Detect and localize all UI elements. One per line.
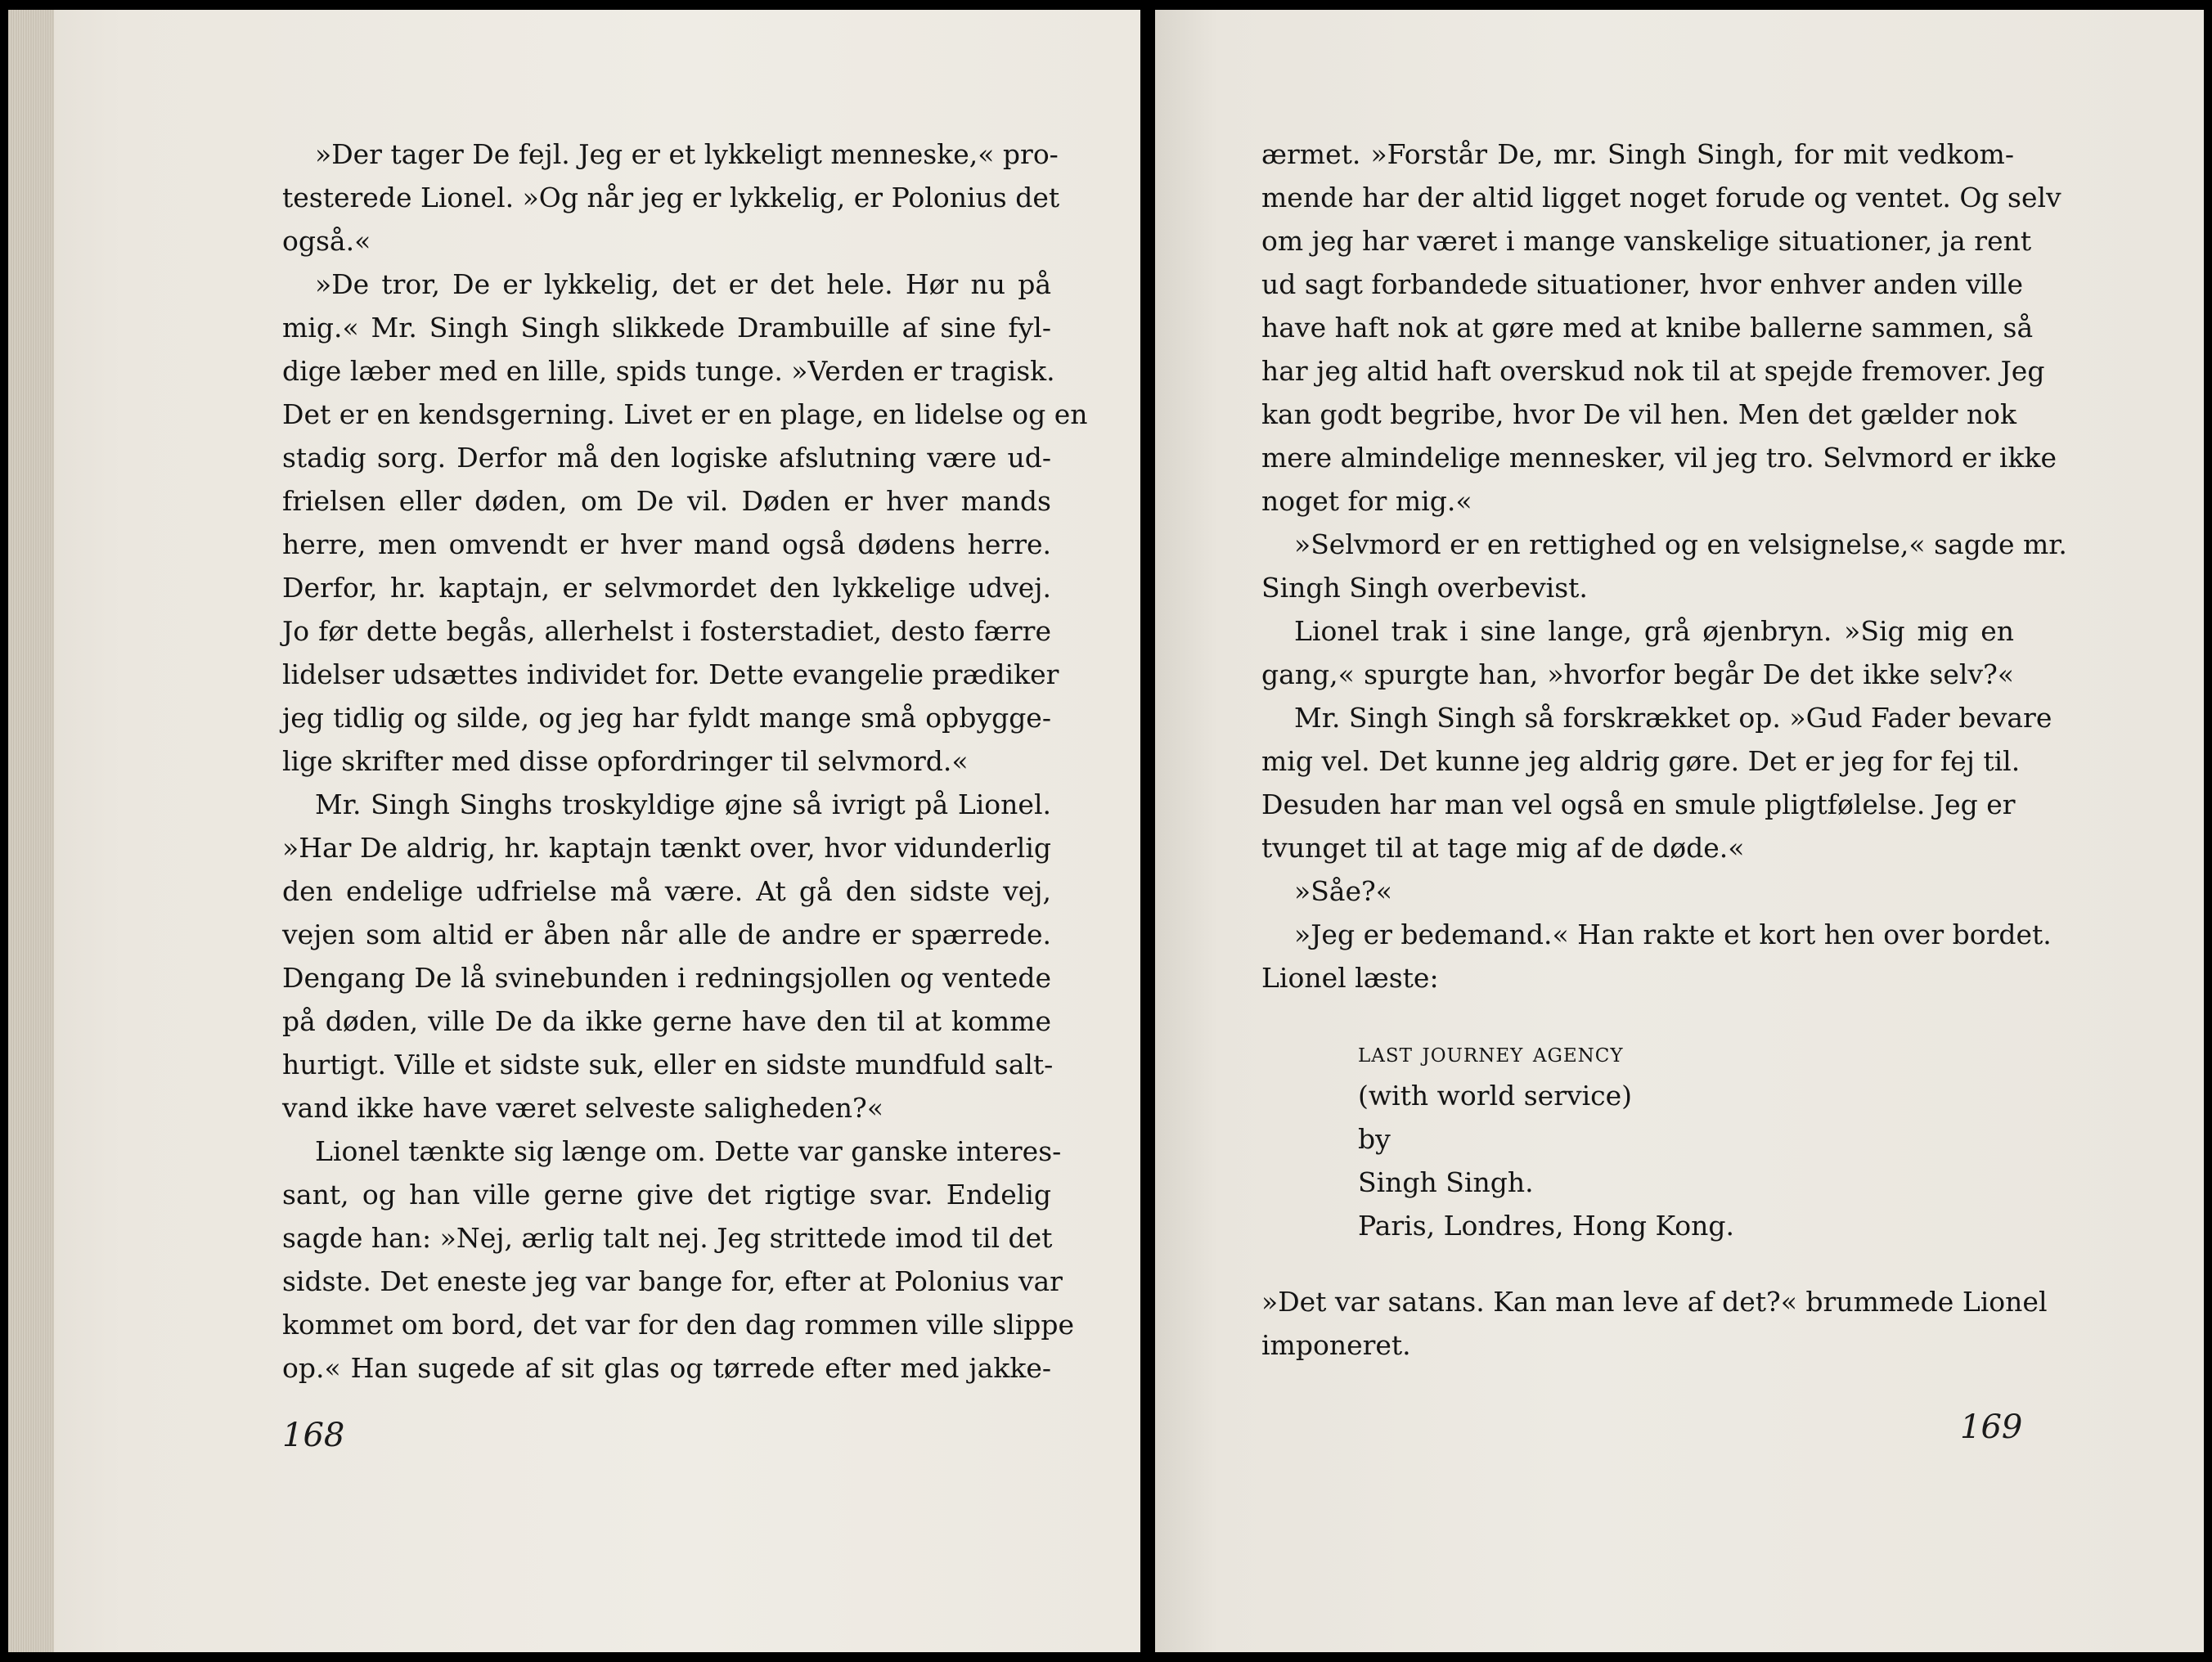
text-line: har jeg altid haft overskud nok til at spejde fremover. Jeg xyxy=(1261,355,2045,387)
text-line: jeg tidlig og silde, og jeg har fyldt mange små opbygge- xyxy=(282,702,1051,734)
text-line: Desuden har man vel også en smule pligtfølelse. Jeg er xyxy=(1261,788,2016,820)
text-line: stadig sorg. Derfor må den logiske afslutning være ud- xyxy=(282,442,1051,474)
text-line: herre, men omvendt er hver mand også dødens herre. xyxy=(282,528,1051,560)
business-card xyxy=(1261,1031,2014,1247)
text-line: Singh Singh overbevist. xyxy=(1261,572,1588,604)
text-line: mig.« Mr. Singh Singh slikkede Drambuille af sine fyl- xyxy=(282,312,1051,344)
text-line: også.« xyxy=(282,225,371,257)
text-line: mende har der altid ligget noget forude og ventet. Og selv xyxy=(1261,182,2061,213)
card-cities: Paris, Londres, Hong Kong. xyxy=(1358,1210,1735,1242)
text-line: vejen som altid er åben når alle de andre er spærrede. xyxy=(282,919,1051,950)
text-line: »Der tager De fejl. Jeg er et lykkeligt menneske,« pro- xyxy=(315,138,1059,170)
text-line: Lionel tænkte sig længe om. Dette var ganske interes- xyxy=(315,1135,1062,1167)
left-page-text xyxy=(282,133,1088,1390)
card-agency-name: last journey agency xyxy=(1358,1036,1624,1068)
text-line: sant, og han ville gerne give det rigtige svar. Endelig xyxy=(282,1179,1051,1211)
page-number-right: 169 xyxy=(1960,1408,2023,1446)
text-line: lige skrifter med disse opfordringer til selvmord.« xyxy=(282,745,969,777)
right-page-closing xyxy=(1261,1280,2048,1367)
text-line: Lionel trak i sine lange, grå øjenbryn. »Sig mig en xyxy=(1294,615,2014,647)
text-line: vand ikke have været selveste saligheden?« xyxy=(282,1092,883,1124)
text-line: mig vel. Det kunne jeg aldrig gøre. Det er jeg for fej til. xyxy=(1261,745,2021,777)
text-line: om jeg har været i mange vanskelige situationer, ja rent xyxy=(1261,225,2032,257)
text-line: Lionel læste: xyxy=(1261,962,1439,994)
text-line: Jo før dette begås, allerhelst i fosterstadiet, desto færre xyxy=(282,615,1051,647)
right-page xyxy=(1155,10,2204,1652)
text-line: ærmet. »Forstår De, mr. Singh Singh, for mit vedkom- xyxy=(1261,138,2014,170)
text-line: gang,« spurgte han, »hvorfor begår De det ikke selv?« xyxy=(1261,658,2014,690)
text-line: have haft nok at gøre med at knibe ballerne sammen, så xyxy=(1261,312,2034,344)
text-line: noget for mig.« xyxy=(1261,485,1472,517)
card-owner: Singh Singh. xyxy=(1358,1166,1534,1198)
text-line: lidelser udsættes individet for. Dette evangelie prædiker xyxy=(282,658,1059,690)
text-line: hurtigt. Ville et sidste suk, eller en sidste mundfuld salt- xyxy=(282,1049,1054,1080)
text-line: Mr. Singh Singh så forskrækket op. »Gud Fader bevare xyxy=(1294,702,2052,734)
text-line: Det er en kendsgerning. Livet er en plage, en lidelse og en xyxy=(282,398,1088,430)
text-line: imponeret. xyxy=(1261,1329,1411,1361)
text-line: tvunget til at tage mig af de døde.« xyxy=(1261,832,1745,864)
text-line: »De tror, De er lykkelig, det er det hele. Hør nu på xyxy=(315,268,1051,300)
text-line: på døden, ville De da ikke gerne have den til at komme xyxy=(282,1005,1051,1037)
right-page-paragraphs xyxy=(1261,133,2067,999)
card-by: by xyxy=(1358,1123,1391,1155)
text-line: testerede Lionel. »Og når jeg er lykkelig, er Polonius det xyxy=(282,182,1060,213)
text-line: sagde han: »Nej, ærlig talt nej. Jeg strittede imod til det xyxy=(282,1222,1053,1254)
text-line: kommet om bord, det var for den dag rommen ville slippe xyxy=(282,1309,1075,1341)
text-line: Derfor, hr. kaptajn, er selvmordet den lykkelige udvej. xyxy=(282,572,1051,604)
text-line: »Såe?« xyxy=(1294,875,1392,907)
text-line: dige læber med en lille, spids tunge. »Verden er tragisk. xyxy=(282,355,1055,387)
page-number-left: 168 xyxy=(282,1417,345,1454)
text-line: »Selvmord er en rettighed og en velsignelse,« sagde mr. xyxy=(1294,528,2067,560)
page-fore-edge xyxy=(8,10,54,1652)
text-line: frielsen eller døden, om De vil. Døden er hver mands xyxy=(282,485,1051,517)
left-page xyxy=(8,10,1140,1652)
card-service: (with world service) xyxy=(1358,1080,1633,1112)
right-page-text xyxy=(1261,133,2067,1367)
text-line: kan godt begribe, hvor De vil hen. Men det gælder nok xyxy=(1261,398,2016,430)
text-line: ud sagt forbandede situationer, hvor enhver anden ville xyxy=(1261,268,2023,300)
text-line: den endelige udfrielse må være. At gå den sidste vej, xyxy=(282,875,1051,907)
text-line: sidste. Det eneste jeg var bange for, efter at Polonius var xyxy=(282,1265,1063,1297)
text-line: op.« Han sugede af sit glas og tørrede efter med jakke- xyxy=(282,1352,1051,1384)
text-line: mere almindelige mennesker, vil jeg tro. Selvmord er ikke xyxy=(1261,442,2057,474)
text-line: »Det var satans. Kan man leve af det?« brummede Lionel xyxy=(1261,1286,2048,1318)
text-line: »Har De aldrig, hr. kaptajn tænkt over, hvor vidunderlig xyxy=(282,832,1051,864)
text-line: Mr. Singh Singhs troskyldige øjne så ivrigt på Lionel. xyxy=(315,788,1051,820)
text-line: »Jeg er bedemand.« Han rakte et kort hen over bordet. xyxy=(1294,919,2052,950)
text-line: Dengang De lå svinebunden i redningsjollen og ventede xyxy=(282,962,1051,994)
